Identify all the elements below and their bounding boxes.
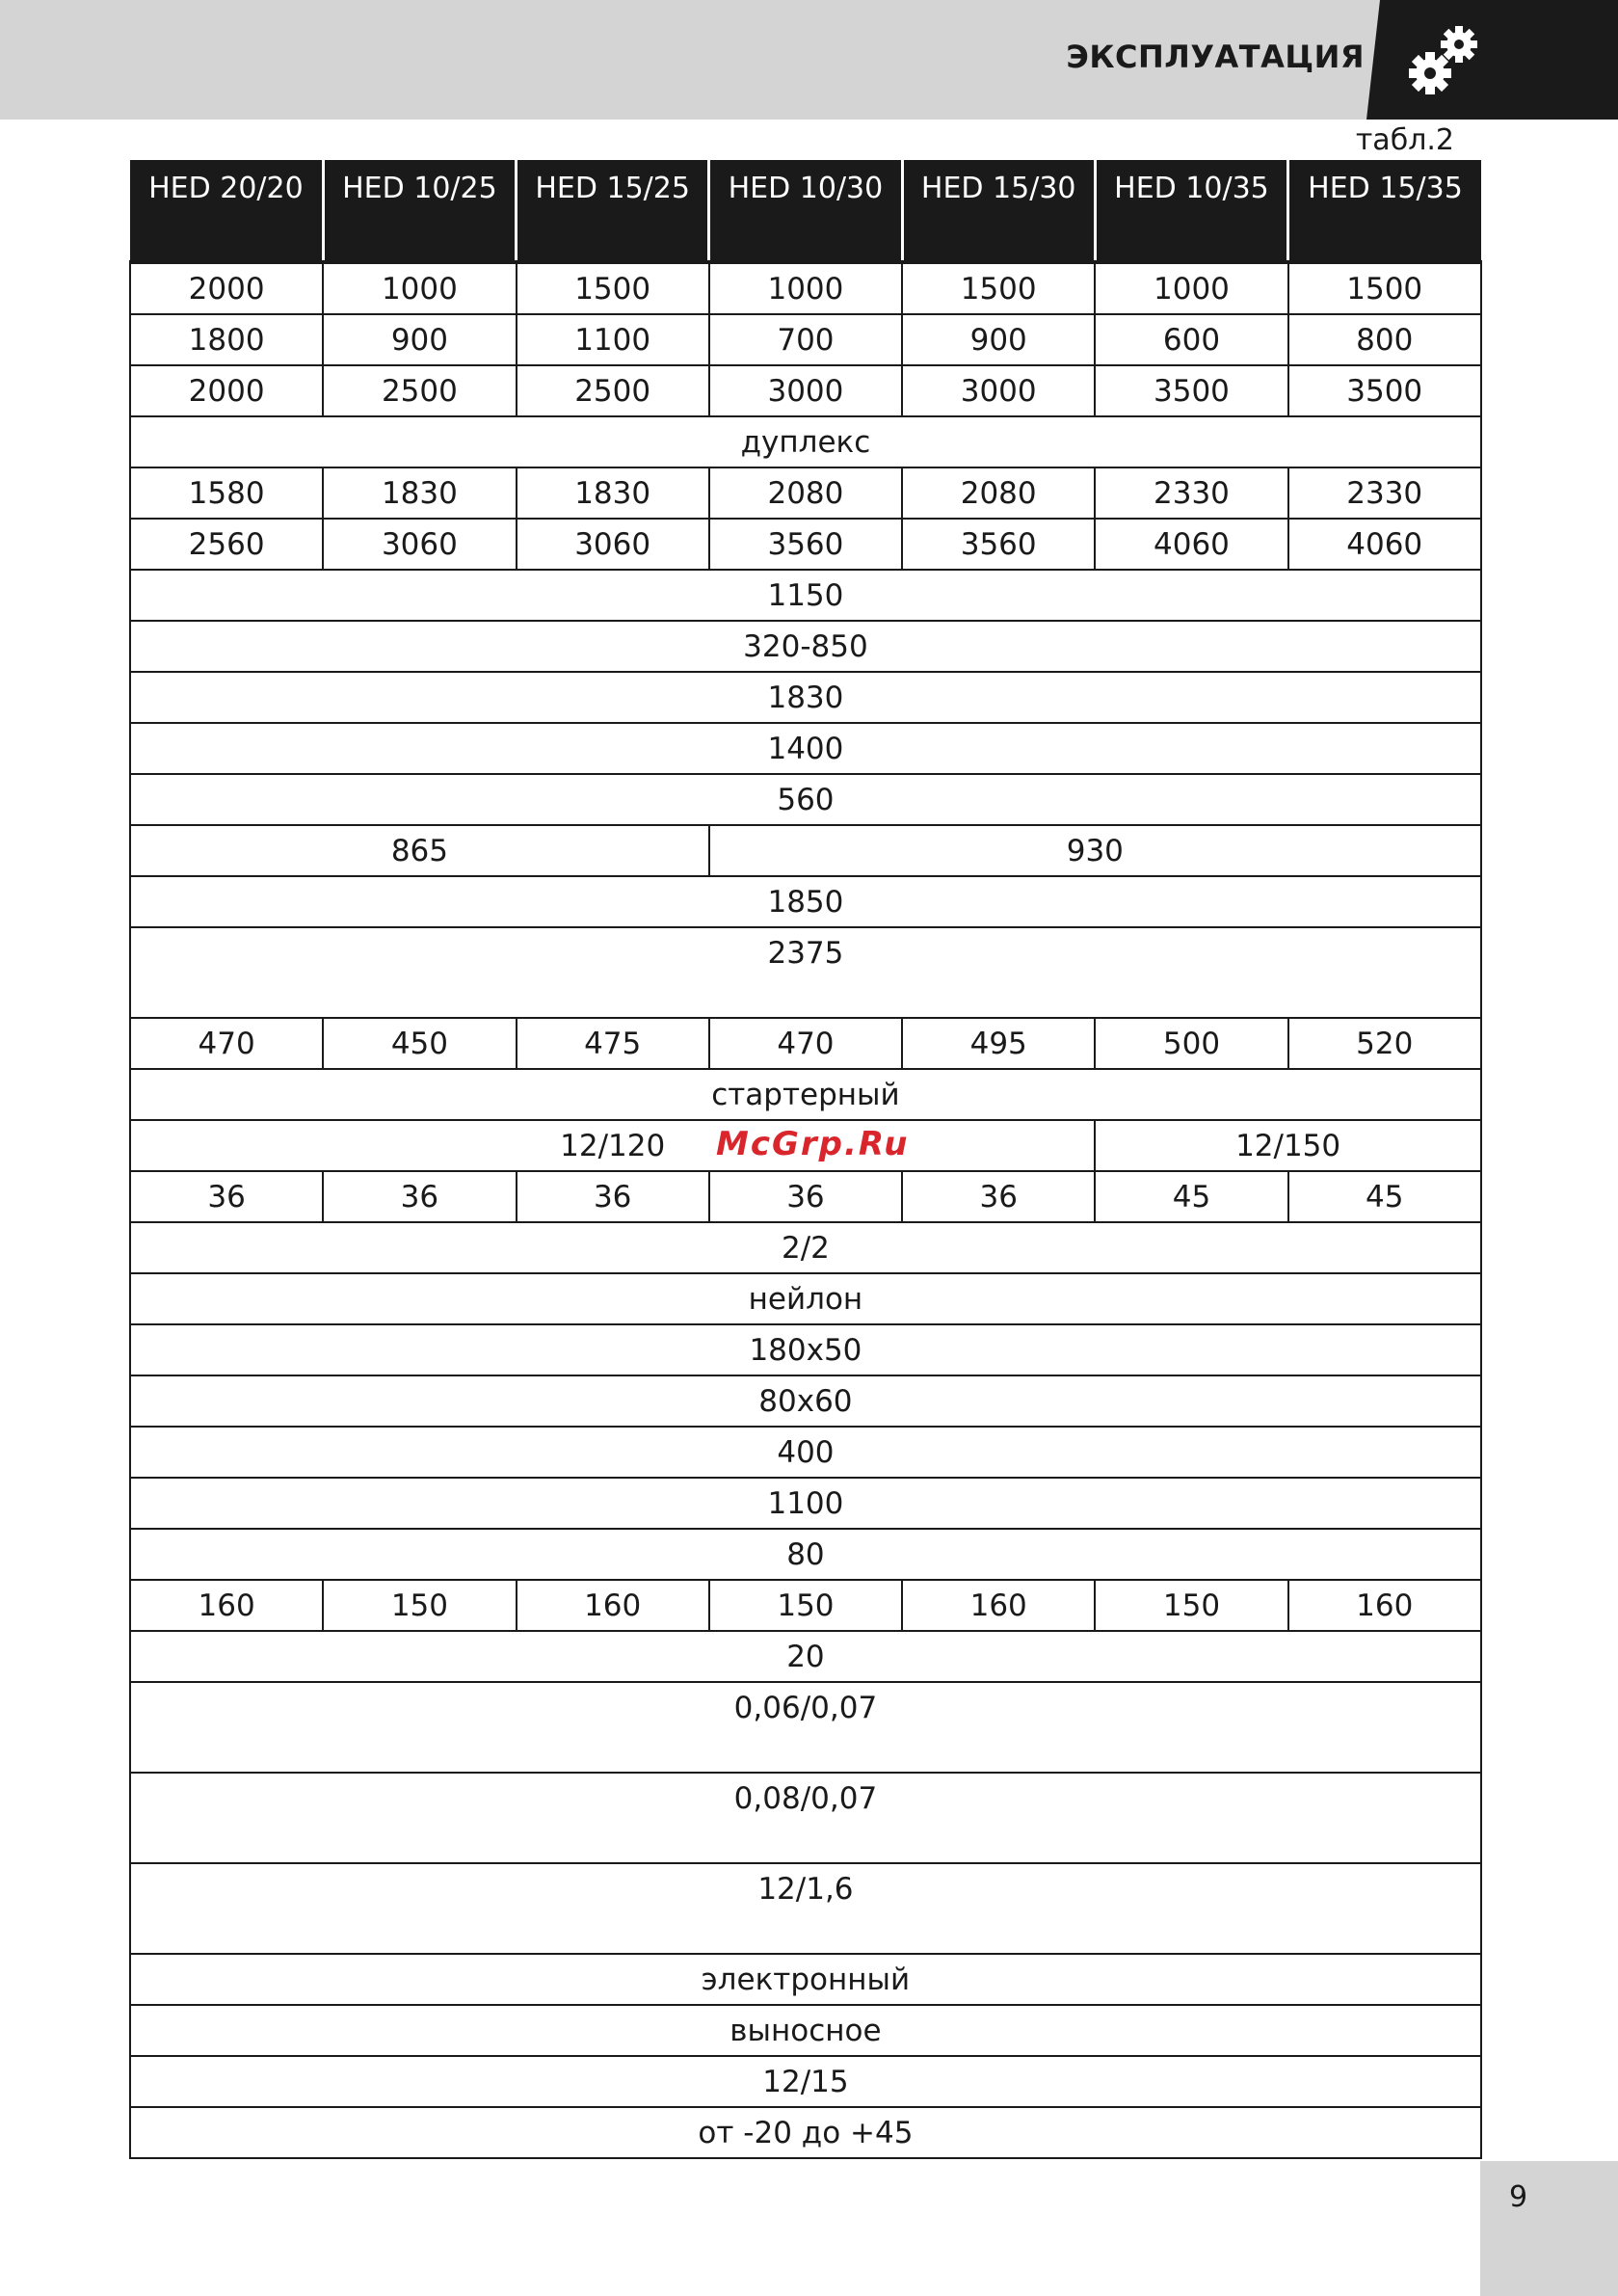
table-cell: 600 — [1095, 314, 1287, 365]
table-cell: 36 — [130, 1171, 323, 1222]
table-header-row — [130, 160, 1481, 262]
table-row — [130, 927, 1481, 1018]
table-row — [130, 1171, 1481, 1222]
table-cell: 160 — [130, 1580, 323, 1631]
column-header: HED 15/35 — [1288, 160, 1481, 262]
table-row — [130, 570, 1481, 621]
page-number: 9 — [1509, 2180, 1528, 2214]
table-cell: 160 — [1288, 1580, 1481, 1631]
table-row — [130, 723, 1481, 774]
table-cell: 700 — [709, 314, 902, 365]
table-row — [130, 876, 1481, 927]
table-cell: 80x60 — [130, 1375, 1481, 1427]
table-row — [130, 672, 1481, 723]
table-row — [130, 1773, 1481, 1863]
table-cell: 2560 — [130, 519, 323, 570]
table-row — [130, 825, 1481, 876]
table-cell: 0,08/0,07 — [130, 1773, 1481, 1863]
column-header: HED 10/30 — [709, 160, 902, 262]
table-cell: 160 — [517, 1580, 709, 1631]
table-cell: 520 — [1288, 1018, 1481, 1069]
table-row — [130, 467, 1481, 519]
table-cell: электронный — [130, 1954, 1481, 2005]
table-cell: 2080 — [902, 467, 1095, 519]
table-cell: 150 — [709, 1580, 902, 1631]
table-cell: 2375 — [130, 927, 1481, 1018]
table-cell: 1100 — [517, 314, 709, 365]
table-cell: 12/150 — [1095, 1120, 1481, 1171]
table-row — [130, 1018, 1481, 1069]
column-header: HED 10/35 — [1095, 160, 1287, 262]
table-cell: 800 — [1288, 314, 1481, 365]
table-cell: 1000 — [709, 262, 902, 314]
table-cell: 36 — [709, 1171, 902, 1222]
column-header: HED 10/25 — [323, 160, 516, 262]
table-cell: выносное — [130, 2005, 1481, 2056]
table-row — [130, 1529, 1481, 1580]
table-cell: 400 — [130, 1427, 1481, 1478]
table-cell: 45 — [1288, 1171, 1481, 1222]
table-cell: 320-850 — [130, 621, 1481, 672]
table-cell: 475 — [517, 1018, 709, 1069]
table-cell: 2080 — [709, 467, 902, 519]
table-cell: 2/2 — [130, 1222, 1481, 1273]
table-cell: 80 — [130, 1529, 1481, 1580]
table-row — [130, 1478, 1481, 1529]
table-cell: 865 — [130, 825, 709, 876]
table-cell: 12/120 — [130, 1120, 1095, 1171]
table-cell: 3000 — [709, 365, 902, 416]
table-cell: 1500 — [902, 262, 1095, 314]
table-row — [130, 1682, 1481, 1773]
table-cell: 1830 — [130, 672, 1481, 723]
table-row — [130, 1863, 1481, 1954]
table-row — [130, 1069, 1481, 1120]
table-row — [130, 2107, 1481, 2158]
table-row — [130, 314, 1481, 365]
table-cell: 45 — [1095, 1171, 1287, 1222]
table-cell: дуплекс — [130, 416, 1481, 467]
watermark: McGrp.Ru — [716, 1125, 910, 1163]
table-cell: 1150 — [130, 570, 1481, 621]
table-cell: 160 — [902, 1580, 1095, 1631]
table-cell: 1830 — [517, 467, 709, 519]
table-cell: 3500 — [1095, 365, 1287, 416]
table-row — [130, 1580, 1481, 1631]
table-cell: 3060 — [323, 519, 516, 570]
table-cell: 180x50 — [130, 1324, 1481, 1375]
table-cell: 1830 — [323, 467, 516, 519]
table-cell: 36 — [902, 1171, 1095, 1222]
table-cell: 1100 — [130, 1478, 1481, 1529]
table-cell: 3060 — [517, 519, 709, 570]
table-cell: 4060 — [1288, 519, 1481, 570]
page-number-box — [1480, 2161, 1618, 2296]
table-cell: стартерный — [130, 1069, 1481, 1120]
table-caption: табл.2 — [1355, 123, 1454, 157]
table-row — [130, 1375, 1481, 1427]
table-cell: от -20 до +45 — [130, 2107, 1481, 2158]
table-cell: 500 — [1095, 1018, 1287, 1069]
table-cell: 150 — [1095, 1580, 1287, 1631]
page-title: ЭКСПЛУАТАЦИЯ — [1066, 39, 1365, 75]
table-cell: 12/1,6 — [130, 1863, 1481, 1954]
table-cell: 1500 — [1288, 262, 1481, 314]
table-cell: нейлон — [130, 1273, 1481, 1324]
table-cell: 560 — [130, 774, 1481, 825]
table-cell: 1400 — [130, 723, 1481, 774]
table-cell: 36 — [517, 1171, 709, 1222]
table-cell: 150 — [323, 1580, 516, 1631]
table-cell: 36 — [323, 1171, 516, 1222]
table-row — [130, 519, 1481, 570]
gears-icon — [1397, 17, 1494, 104]
table-row — [130, 1222, 1481, 1273]
table-cell: 0,06/0,07 — [130, 1682, 1481, 1773]
table-cell: 20 — [130, 1631, 1481, 1682]
table-cell: 450 — [323, 1018, 516, 1069]
table-cell: 2330 — [1095, 467, 1287, 519]
table-cell: 1000 — [323, 262, 516, 314]
table-cell: 2330 — [1288, 467, 1481, 519]
column-header: HED 20/20 — [130, 160, 323, 262]
table-cell: 1500 — [517, 262, 709, 314]
table-row — [130, 416, 1481, 467]
table-row — [130, 621, 1481, 672]
table-cell: 3560 — [902, 519, 1095, 570]
table-cell: 12/15 — [130, 2056, 1481, 2107]
table-cell: 900 — [323, 314, 516, 365]
table-cell: 2000 — [130, 262, 323, 314]
column-header: HED 15/25 — [517, 160, 709, 262]
table-cell: 930 — [709, 825, 1481, 876]
table-cell: 3560 — [709, 519, 902, 570]
table-cell: 2000 — [130, 365, 323, 416]
table-row — [130, 2005, 1481, 2056]
table-cell: 2500 — [517, 365, 709, 416]
table-cell: 3500 — [1288, 365, 1481, 416]
table-row — [130, 1273, 1481, 1324]
table-row — [130, 1427, 1481, 1478]
table-row — [130, 262, 1481, 314]
table-cell: 470 — [709, 1018, 902, 1069]
table-cell: 3000 — [902, 365, 1095, 416]
table-row — [130, 1954, 1481, 2005]
table-row — [130, 774, 1481, 825]
table-cell: 1000 — [1095, 262, 1287, 314]
table-row — [130, 1631, 1481, 1682]
table-row — [130, 1324, 1481, 1375]
table-row — [130, 2056, 1481, 2107]
table-cell: 1800 — [130, 314, 323, 365]
table-cell: 2500 — [323, 365, 516, 416]
table-cell: 4060 — [1095, 519, 1287, 570]
table-cell: 1580 — [130, 467, 323, 519]
table-cell: 470 — [130, 1018, 323, 1069]
table-cell: 900 — [902, 314, 1095, 365]
column-header: HED 15/30 — [902, 160, 1095, 262]
table-cell: 495 — [902, 1018, 1095, 1069]
table-cell: 1850 — [130, 876, 1481, 927]
table-row — [130, 365, 1481, 416]
